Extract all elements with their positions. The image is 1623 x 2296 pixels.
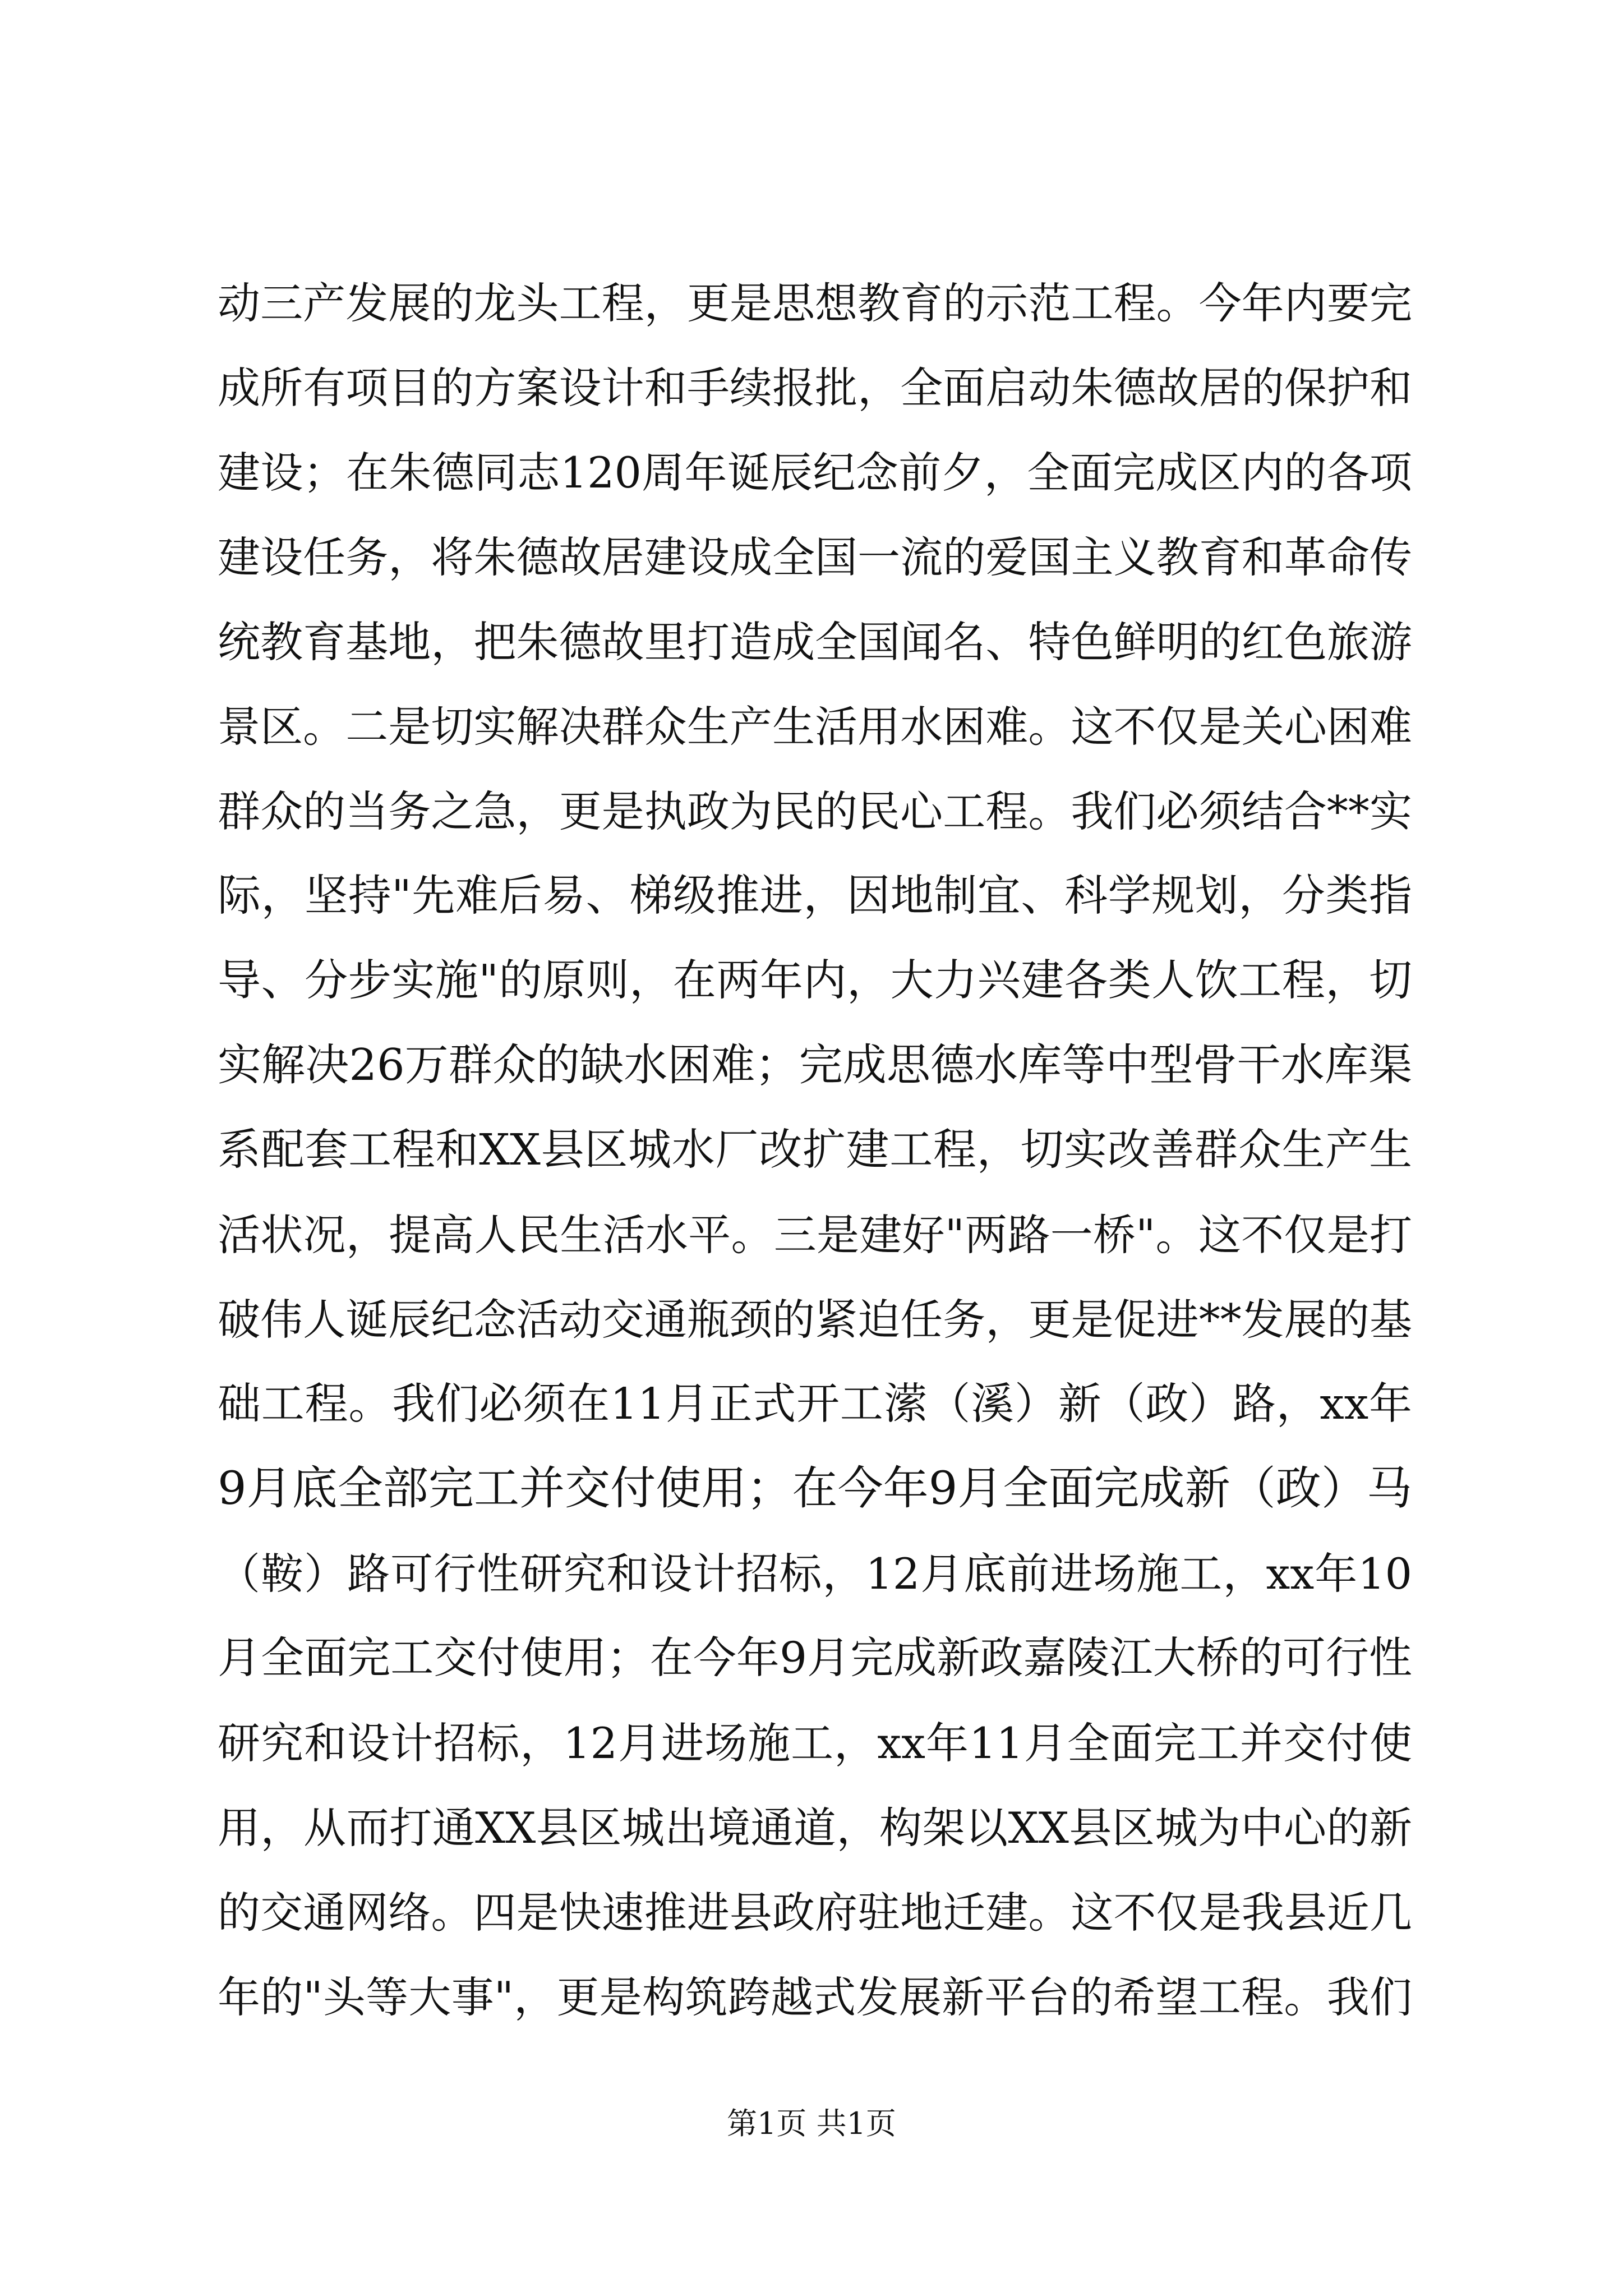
text-line: 导、分步实施"的原则，在两年内，大力兴建各类人饮工程，切 xyxy=(218,956,1412,1006)
page-footer xyxy=(0,2101,1623,2146)
text-line: 的交通网络。四是快速推进县政府驻地迁建。这不仅是我县近几 xyxy=(218,1888,1412,1938)
text-line: 系配套工程和XX县区城水厂改扩建工程，切实改善群众生产生 xyxy=(218,1125,1412,1175)
text-line: 破伟人诞辰纪念活动交通瓶颈的紧迫任务，更是促进**发展的基 xyxy=(218,1295,1412,1345)
text-line: 际，坚持"先难后易、梯级推进，因地制宜、科学规划，分类指 xyxy=(218,871,1412,921)
text-line: 月全面完工交付使用；在今年9月完成新政嘉陵江大桥的可行性 xyxy=(218,1634,1412,1683)
text-line: 础工程。我们必须在11月正式开工潆（溪）新（政）路，xx年 xyxy=(218,1379,1412,1429)
text-line: 建设；在朱德同志120周年诞辰纪念前夕，全面完成区内的各项 xyxy=(218,448,1412,498)
text-line: 建设任务，将朱德故居建设成全国一流的爱国主义教育和革命传 xyxy=(218,532,1412,582)
text-line: 实解决26万群众的缺水困难；完成思德水库等中型骨干水库渠 xyxy=(218,1040,1412,1091)
text-line: 活状况，提高人民生活水平。三是建好"两路一桥"。这不仅是打 xyxy=(218,1210,1412,1260)
text-line: 9月底全部完工并交付使用；在今年9月全面完成新（政）马 xyxy=(218,1462,1412,1515)
text-line: 研究和设计招标，12月进场施工，xx年11月全面完工并交付使 xyxy=(218,1718,1412,1768)
body-paragraph xyxy=(218,261,1412,2040)
text-line: （鞍）路可行性研究和设计招标，12月底前进场施工，xx年10 xyxy=(218,1549,1412,1599)
text-line: 年的"头等大事"，更是构筑跨越式发展新平台的希望工程。我们 xyxy=(218,1972,1412,2022)
text-line: 景区。二是切实解决群众生产生活用水困难。这不仅是关心困难 xyxy=(218,702,1412,752)
text-line: 用，从而打通XX县区城出境通道，构架以XX县区城为中心的新 xyxy=(218,1803,1412,1853)
text-line: 成所有项目的方案设计和手续报批，全面启动朱德故居的保护和 xyxy=(218,363,1412,413)
text-line: 动三产发展的龙头工程，更是思想教育的示范工程。今年内要完 xyxy=(218,278,1412,328)
text-line: 统教育基地，把朱德故里打造成全国闻名、特色鲜明的红色旅游 xyxy=(218,617,1412,667)
text-line: 群众的当务之急，更是执政为民的民心工程。我们必须结合**实 xyxy=(218,786,1412,836)
page-number-label: 第1页 共1页 xyxy=(727,2106,896,2141)
